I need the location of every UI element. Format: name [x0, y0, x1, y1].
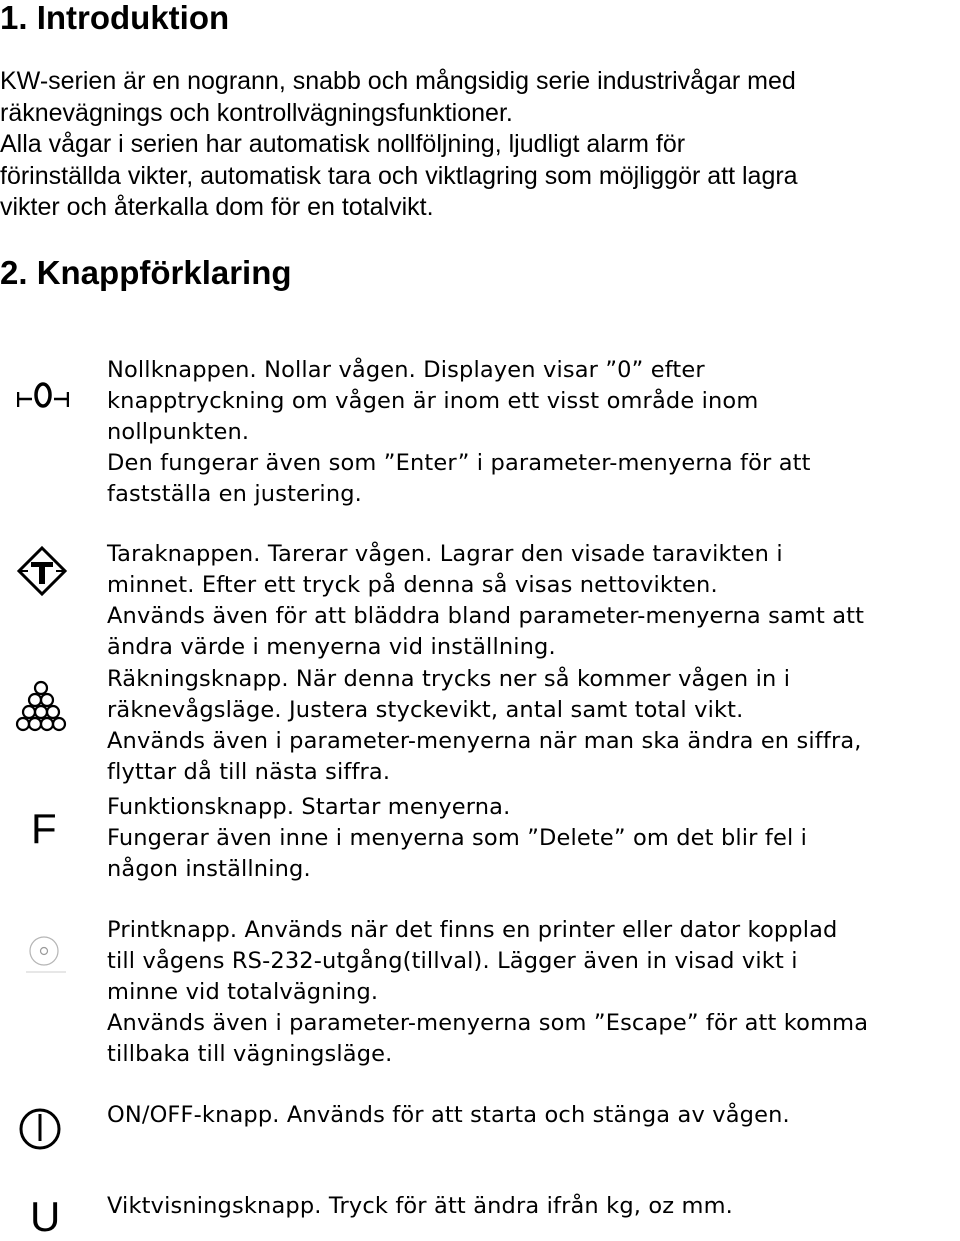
description-line: till vågens RS-232-utgång(tillval). Lägger även in visad vikt i [107, 948, 798, 974]
print-button-description [107, 915, 960, 1070]
intro-line: Alla vågar i serien har automatisk nollföljning, ljudligt alarm för [0, 130, 686, 158]
description-line: Räkningsknapp. När denna trycks ner så kommer vågen in i [107, 666, 791, 692]
description-line: någon inställning. [107, 856, 311, 882]
description-line: nollpunkten. [107, 419, 250, 445]
power-icon [16, 1106, 66, 1152]
description-line: minne vid totalvägning. [107, 979, 379, 1005]
description-line: minnet. Efter ett tryck på denna så visas nettovikten. [107, 572, 718, 598]
intro-heading: 1. Introduktion [0, 0, 230, 36]
intro-line: räknevägnings och kontrollvägningsfunktioner. [0, 98, 513, 127]
description-line: Printknapp. Används när det finns en printer eller dator kopplad [107, 917, 838, 943]
description-line: knapptryckning om vågen är inom ett visst område inom [107, 388, 759, 414]
zero-button-description [107, 355, 960, 510]
function-icon: F [31, 805, 57, 852]
zero-icon [17, 378, 69, 412]
tare-button-description [107, 539, 960, 663]
description-line: Nollknappen. Nollar vågen. Displayen visar ”0” efter [107, 357, 705, 383]
count-button-description [107, 664, 960, 788]
description-line: flyttar då till nästa siffra. [107, 759, 391, 785]
count-icon [13, 680, 69, 740]
description-line: ON/OFF-knapp. Används för att starta och stänga av vågen. [107, 1102, 790, 1128]
description-line: Används även för att bläddra bland parameter-menyerna samt att [107, 603, 865, 629]
description-line: Används även i parameter-menyerna som ”Escape” för att komma [107, 1010, 869, 1036]
print-icon [24, 932, 68, 976]
description-line: Taraknappen. Tarerar vågen. Lagrar den visade taravikten i [107, 541, 783, 567]
function-button-description [107, 792, 960, 885]
intro-line: KW-serien är en nogrann, snabb och mångsidig serie industrivågar med [0, 67, 796, 95]
description-line: Fungerar även inne i menyerna som ”Delete” om det blir fel i [107, 825, 808, 851]
power-button-description [107, 1100, 960, 1131]
intro-line: förinställda vikter, automatisk tara och viktlagring som möjliggör att lagra [0, 161, 798, 190]
description-line: fastställa en justering. [107, 481, 362, 507]
description-line: tillbaka till vägningsläge. [107, 1041, 393, 1067]
tare-icon [16, 545, 68, 597]
description-line: Funktionsknapp. Startar menyerna. [107, 794, 511, 820]
description-line: Den fungerar även som ”Enter” i parameter-menyerna för att [107, 450, 811, 476]
intro-line: vikter och återkalla dom för en totalvikt. [0, 193, 434, 221]
description-line: ändra värde i menyerna vid inställning. [107, 634, 556, 660]
intro-paragraph [0, 66, 960, 224]
unit-button-description [107, 1191, 960, 1222]
buttons-heading: 2. Knappförklaring [0, 254, 292, 291]
unit-icon: U [30, 1193, 61, 1240]
description-line: Används även i parameter-menyerna när man ska ändra en siffra, [107, 728, 862, 754]
description-line: räknevågsläge. Justera styckevikt, antal samt total vikt. [107, 697, 744, 723]
description-line: Viktvisningsknapp. Tryck för ätt ändra ifrån kg, oz mm. [107, 1193, 733, 1219]
